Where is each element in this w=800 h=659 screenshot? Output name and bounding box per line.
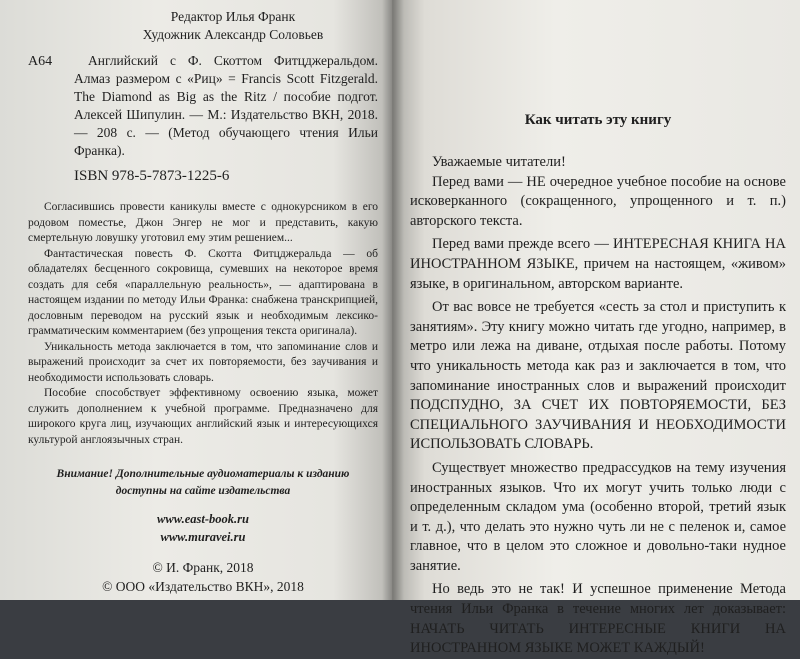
annotation-paragraph: Фантастическая повесть Ф. Скотта Фитцджеральда — об обладателях бесценного сокровища, сумевших на некоторое время создать для себя «параллельную реальность», — адаптирована в настоящем издании по методу Ильи Франка: снабжена транскрипцией, дословным переводом на русский язык и необходимым лексико-грамматическим комментарием (без упрощения текста оригинала). [28,247,378,337]
website-link: www.muravei.ru [160,530,246,544]
page-body [410,153,786,659]
copyright-line: © И. Франк, 2018 [152,560,254,575]
audio-note-line: доступны на сайте издательства [115,485,291,497]
annotation-paragraph: Пособие способствует эффективному освоению языка, может служить дополнением к учебной программе. Предназначено для широкого круга лиц, изучающих английский язык и интересующихся культурой англоязычных стран. [28,387,378,446]
audio-note-line: Внимание! Дополнительные аудиоматериалы к изданию [56,468,350,480]
catalog-entry [28,52,378,160]
isbn: ISBN 978-5-7873-1225-6 [74,168,230,184]
websites [28,510,378,546]
copyright-line: © ООО «Издательство ВКН», 2018 [102,579,304,594]
annotation [28,200,378,448]
body-paragraph: Существует множество предрассудков на тему изучения иностранных языков. Что их могут учить только люди с определенным складом ума (особенно второй, третий язык и т. д.), что делать это нужно чуть ли не с пеленок и, самое главное, что в целом это сложное и довольно-таки нудное занятие. [410,459,786,574]
artist-credit: Художник Александр Соловьев [142,27,324,42]
credits [88,8,378,44]
website-link: www.east-book.ru [157,512,249,526]
body-paragraph: Перед вами прежде всего — ИНТЕРЕСНАЯ КНИГА НА ИНОСТРАННОМ ЯЗЫКЕ, причем на настоящем, «живом» языке, в оригинальном, авторском варианте. [410,236,786,292]
right-page [392,0,800,657]
body-paragraph: Перед вами — НЕ очередное учебное пособие на основе исковерканного (сокращенного, упрощенного и т. п.) авторского текста. [410,173,786,229]
annotation-paragraph: Согласившись провести каникулы вместе с однокурсником в его родовом поместье, Джон Энгер не мог и представить, какую смертельную ловушку уготовил ему этим решением... [28,201,378,244]
editor-credit: Редактор Илья Франк [170,9,296,24]
annotation-paragraph: Уникальность метода заключается в том, что запоминание слов и выражений происходит за счет их повторяемости, без заучивания и необходимости использовать словарь. [28,340,378,384]
copyrights [28,558,378,596]
body-paragraph: От вас вовсе не требуется «сесть за стол и приступить к занятиям». Эту книгу можно читать где угодно, например, в метро или лежа на диване, отдыхая после работы. Потому что уникальность метода как раз и заключается в том, что запоминание иностранных слов и выражений происходит ПОДСПУДНО, ЗА СЧЕТ ИХ ПОВТОРЯЕМОСТИ, БЕЗ СПЕЦИАЛЬНОГО ЗАУЧИВАНИЯ И НЕОБХОДИМОСТИ ИСПОЛЬЗОВАТЬ СЛОВАРЬ. [410,299,786,453]
left-page [0,0,392,600]
greeting: Уважаемые читатели! [432,154,566,170]
body-paragraph: Но ведь это не так! И успешное применение Метода чтения Ильи Франка в течение многих лет доказывает: НАЧАТЬ ЧИТАТЬ ИНТЕРЕСНЫЕ КНИГИ НА ИНОСТРАННОМ ЯЗЫКЕ МОЖЕТ КАЖДЫЙ! [410,581,786,657]
catalog-line: Английский с Ф. Скоттом Фитцджеральдом. Алмаз размером с «Риц» = Francis Scott Fitzgerald. The Diamond as Big as the Ritz / пособие подгот. Алексей Шипулин. — М.: Издательство ВКН, 2018. — 208 с. — (Метод обучающего чтения Ильи Франка). [74,53,378,158]
page-title: Как читать эту книгу [524,112,672,128]
catalog-code: А64 [28,54,53,69]
catalog-description [74,52,378,160]
audio-note [28,466,378,500]
